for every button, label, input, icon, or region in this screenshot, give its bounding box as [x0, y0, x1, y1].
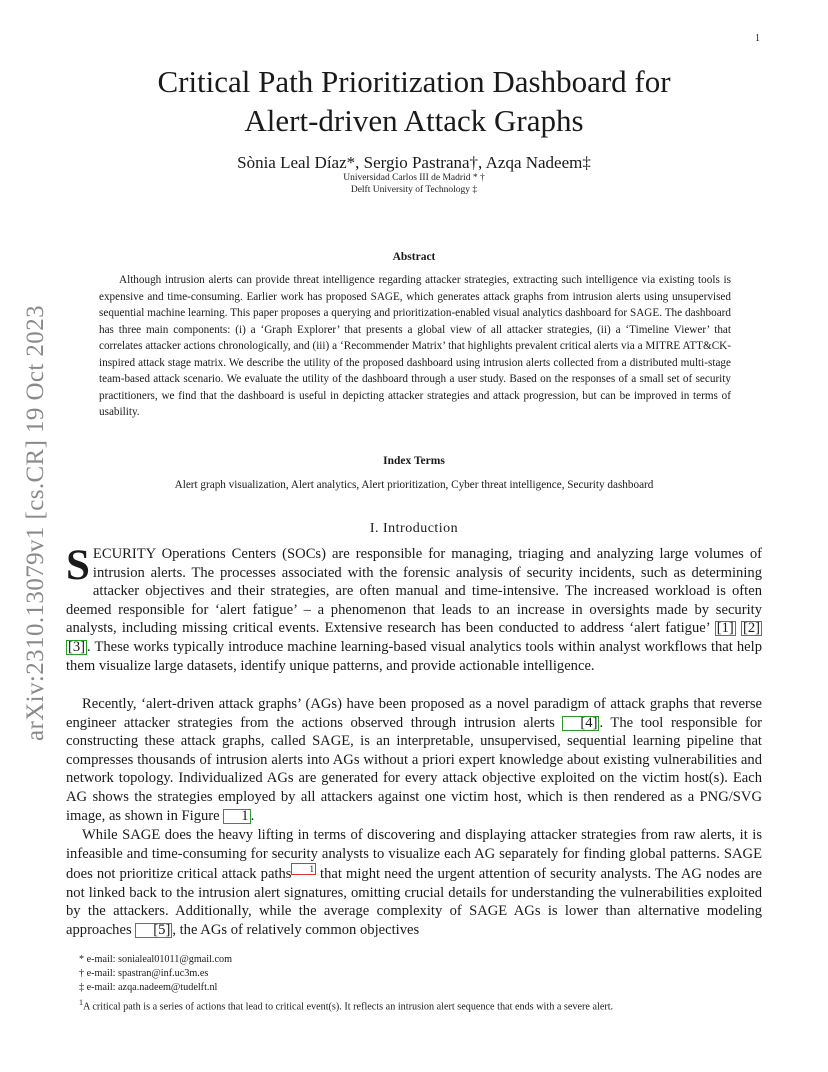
index-terms: Alert graph visualization, Alert analytics, Alert prioritization, Cyber threat intelligence, Security dashboard	[174, 479, 654, 491]
abstract-heading: Abstract	[392, 251, 436, 263]
p3-text-a: While SAGE does the heavy lifting in terms of discovering and displaying attacker strategies from raw alerts, it is infeasible and time-consuming for security analysts to visualize each AG separately for finding global patterns. SAGE does not prioritize critical attack paths	[66, 827, 762, 883]
drop-cap: S	[66, 542, 90, 589]
citation-link[interactable]: [1]	[716, 620, 734, 637]
citation-link[interactable]: [2]	[742, 620, 760, 637]
index-terms-heading: Index Terms	[383, 455, 445, 467]
footnote-email-1: * e-mail: sonialeal01011@gmail.com	[79, 954, 233, 965]
citation-link[interactable]: [5]	[135, 923, 172, 938]
title-line-2: Alert-driven Attack Graphs	[244, 103, 584, 138]
footnote-critical-path	[79, 996, 613, 1013]
title-line-1: Critical Path Prioritization Dashboard for	[157, 64, 671, 99]
figure-link[interactable]: 1	[223, 809, 250, 824]
p1-text: ECURITY Operations Centers (SOCs) are responsible for managing, triaging and analyzing large volumes of intrusion alerts. The processes associated with the forensic analysis of security incidents, such as determining attacker objectives and their strategies, are often manual and time-intensive. The increased workload is often deemed responsible for ‘alert fatigue’ – a phenomenon that leads to an increase in oversights made by security analysts, including missing critical events. Extensive research has been conducted to address ‘alert fatigue’	[66, 546, 762, 637]
affiliation-2: Delft University of Technology ‡	[350, 185, 478, 195]
p2-text-b: . The tool responsible for constructing these attack graphs, called SAGE, is an interpretable, unsupervised, sequential learning pipeline that compresses thousands of intrusion alerts into AGs without a priori expert knowledge about existing vulnerabilities and network topology. Individualized AGs are generated for every attack objective exploited on the victim host(s). Each AG shows the strategies employed by all attackers against one victim host, which is then rendered as a PNG/SVG image, as shown in Figure	[66, 714, 763, 824]
arxiv-stamp-text: arXiv:2310.13079v1 [cs.CR] 19 Oct 2023	[22, 305, 49, 741]
footnote-text: A critical path is a series of actions that lead to critical event(s). It reflects an intrusion alert sequence that ends with a severe alert.	[83, 1001, 614, 1013]
footnote-link[interactable]: 1	[291, 863, 316, 875]
paper-title	[0, 62, 828, 140]
section-heading: I. Introduction	[369, 521, 459, 536]
p1-text-end: . These works typically introduce machine learning-based visual analytics tools within analyst workflows that help them visualize large datasets, identify unique patterns, and provide actionable intelligence.	[66, 638, 762, 674]
intro-paragraph-2	[66, 695, 762, 825]
footnote-email-2: † e-mail: spastran@inf.uc3m.es	[79, 968, 209, 979]
p3-text-c: , the AGs of relatively common objectives	[172, 921, 420, 938]
citation-link[interactable]: [4]	[562, 716, 599, 731]
affiliation-1: Universidad Carlos III de Madrid * †	[343, 173, 485, 183]
footnote-number: 1	[79, 998, 83, 1007]
authors: Sònia Leal Díaz*, Sergio Pastrana†, Azqa Nadeem‡	[237, 153, 591, 172]
page-number: 1	[755, 33, 760, 44]
p2-text-c: .	[250, 807, 255, 824]
p3-text-b: that might need the urgent attention of security analysts. The AG nodes are not linked back to the intrusion alert signatures, omitting crucial details for understanding the vulnerabilities exploited by the attackers. Additionally, while the average complexity of SAGE AGs is lower than alternative modeling approaches	[66, 866, 762, 938]
abstract-text: Although intrusion alerts can provide threat intelligence regarding attacker strategies, extracting such intelligence via existing tools is expensive and time-consuming. Earlier work has proposed SAGE, which generates attack graphs from intrusion alerts using unsupervised sequential machine learning. This paper proposes a querying and prioritization-enabled visual analytics dashboard for SAGE. The dashboard has three main components: (i) a ‘Graph Explorer’ that presents a global view of all attacker strategies, (ii) a ‘Timeline Viewer’ that correlates attacker actions chronologically, and (iii) a ‘Recommender Matrix’ that highlights prevalent critical alerts via a MITRE ATT&CK-inspired attack stage matrix. We describe the utility of the proposed dashboard using intrusion alerts collected from a distributed multi-stage team-based attack scenario. We evaluate the utility of the dashboard through a user study. Based on the responses of a small set of security practitioners, we find that the dashboard is useful in depicting attacker strategies and attack progression, but can be improved in terms of usability.	[99, 274, 731, 418]
footnote-email-3: ‡ e-mail: azqa.nadeem@tudelft.nl	[79, 982, 218, 993]
p2-text-a: Recently, ‘alert-driven attack graphs’ (AGs) have been proposed as a novel paradigm of attack graphs that reverse engineer attacker strategies from the actions observed through intrusion alerts	[66, 696, 762, 731]
intro-paragraph-3	[66, 826, 762, 939]
intro-paragraph-1	[66, 542, 762, 675]
citation-link[interactable]: [3]	[68, 638, 86, 655]
